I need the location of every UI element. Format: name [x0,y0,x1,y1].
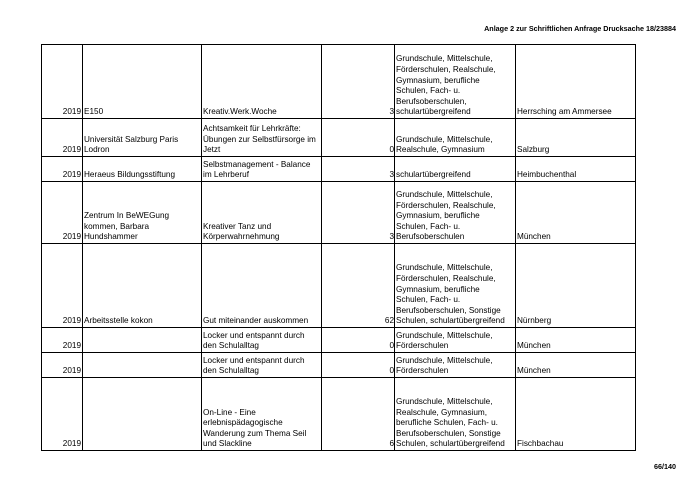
year-cell: 2019 [42,378,83,451]
year-cell: 2019 [42,119,83,157]
place-cell: Fischbachau [516,378,636,451]
year-cell: 2019 [42,182,83,244]
year-cell: 2019 [42,45,83,119]
year-cell: 2019 [42,353,83,378]
place-cell: Salzburg [516,119,636,157]
schools-cell: Grundschule, Mittelschule, Realschule, Gymnasium, berufliche Schulen, Fach- u. Berufsoberschulen, Sonstige Schulen, schulartübergreifend [395,378,516,451]
count-cell: 0 [322,353,395,378]
course-table [41,44,636,451]
table-row [42,328,636,353]
table-row [42,45,636,119]
provider-cell: Zentrum In BeWEGung kommen, Barbara Hundshammer [83,182,202,244]
title-cell: Locker und entspannt durch den Schulalltag [202,353,322,378]
place-cell: Heimbuchenthal [516,157,636,182]
schools-cell: Grundschule, Mittelschule, Realschule, Gymnasium [395,119,516,157]
table-row [42,157,636,182]
table-row [42,244,636,328]
title-cell: On-Line - Eine erlebnispädagogische Wanderung zum Thema Seil und Slackline [202,378,322,451]
schools-cell: Grundschule, Mittelschule, Förderschulen [395,353,516,378]
count-cell: 3 [322,45,395,119]
schools-cell: schulartübergreifend [395,157,516,182]
title-cell: Gut miteinander auskommen [202,244,322,328]
title-cell: Kreativ.Werk.Woche [202,45,322,119]
provider-cell [83,328,202,353]
schools-cell: Grundschule, Mittelschule, Förderschulen, Realschule, Gymnasium, berufliche Schulen, Fach- u. Berufsoberschulen, Sonstige Schulen, schulartübergreifend [395,244,516,328]
title-cell: Selbstmanagement - Balance im Lehrberuf [202,157,322,182]
title-cell: Achtsamkeit für Lehrkräfte: Übungen zur Selbstfürsorge im Jetzt [202,119,322,157]
count-cell: 6 [322,378,395,451]
table-row [42,119,636,157]
table-row [42,353,636,378]
year-cell: 2019 [42,328,83,353]
place-cell: Herrsching am Ammersee [516,45,636,119]
document-header: Anlage 2 zur Schriftlichen Anfrage Drucksache 18/23884 [484,24,676,33]
place-cell: München [516,182,636,244]
provider-cell [83,353,202,378]
schools-cell: Grundschule, Mittelschule, Förderschulen, Realschule, Gymnasium, berufliche Schulen, Fach- u. Berufsoberschulen [395,182,516,244]
page-number: 66/140 [654,462,676,471]
schools-cell: Grundschule, Mittelschule, Förderschulen, Realschule, Gymnasium, berufliche Schulen, Fach- u. Berufsoberschulen, schulartübergreifend [395,45,516,119]
schools-cell: Grundschule, Mittelschule, Förderschulen [395,328,516,353]
count-cell: 0 [322,328,395,353]
title-cell: Kreativer Tanz und Körperwahrnehmung [202,182,322,244]
provider-cell: E150 [83,45,202,119]
title-cell: Locker und entspannt durch den Schulalltag [202,328,322,353]
count-cell: 62 [322,244,395,328]
table-row [42,182,636,244]
provider-cell: Arbeitsstelle kokon [83,244,202,328]
count-cell: 0 [322,119,395,157]
year-cell: 2019 [42,244,83,328]
place-cell: München [516,328,636,353]
count-cell: 3 [322,182,395,244]
provider-cell: Heraeus Bildungsstiftung [83,157,202,182]
place-cell: München [516,353,636,378]
provider-cell: Universität Salzburg Paris Lodron [83,119,202,157]
place-cell: Nürnberg [516,244,636,328]
table-row [42,378,636,451]
count-cell: 3 [322,157,395,182]
year-cell: 2019 [42,157,83,182]
provider-cell [83,378,202,451]
